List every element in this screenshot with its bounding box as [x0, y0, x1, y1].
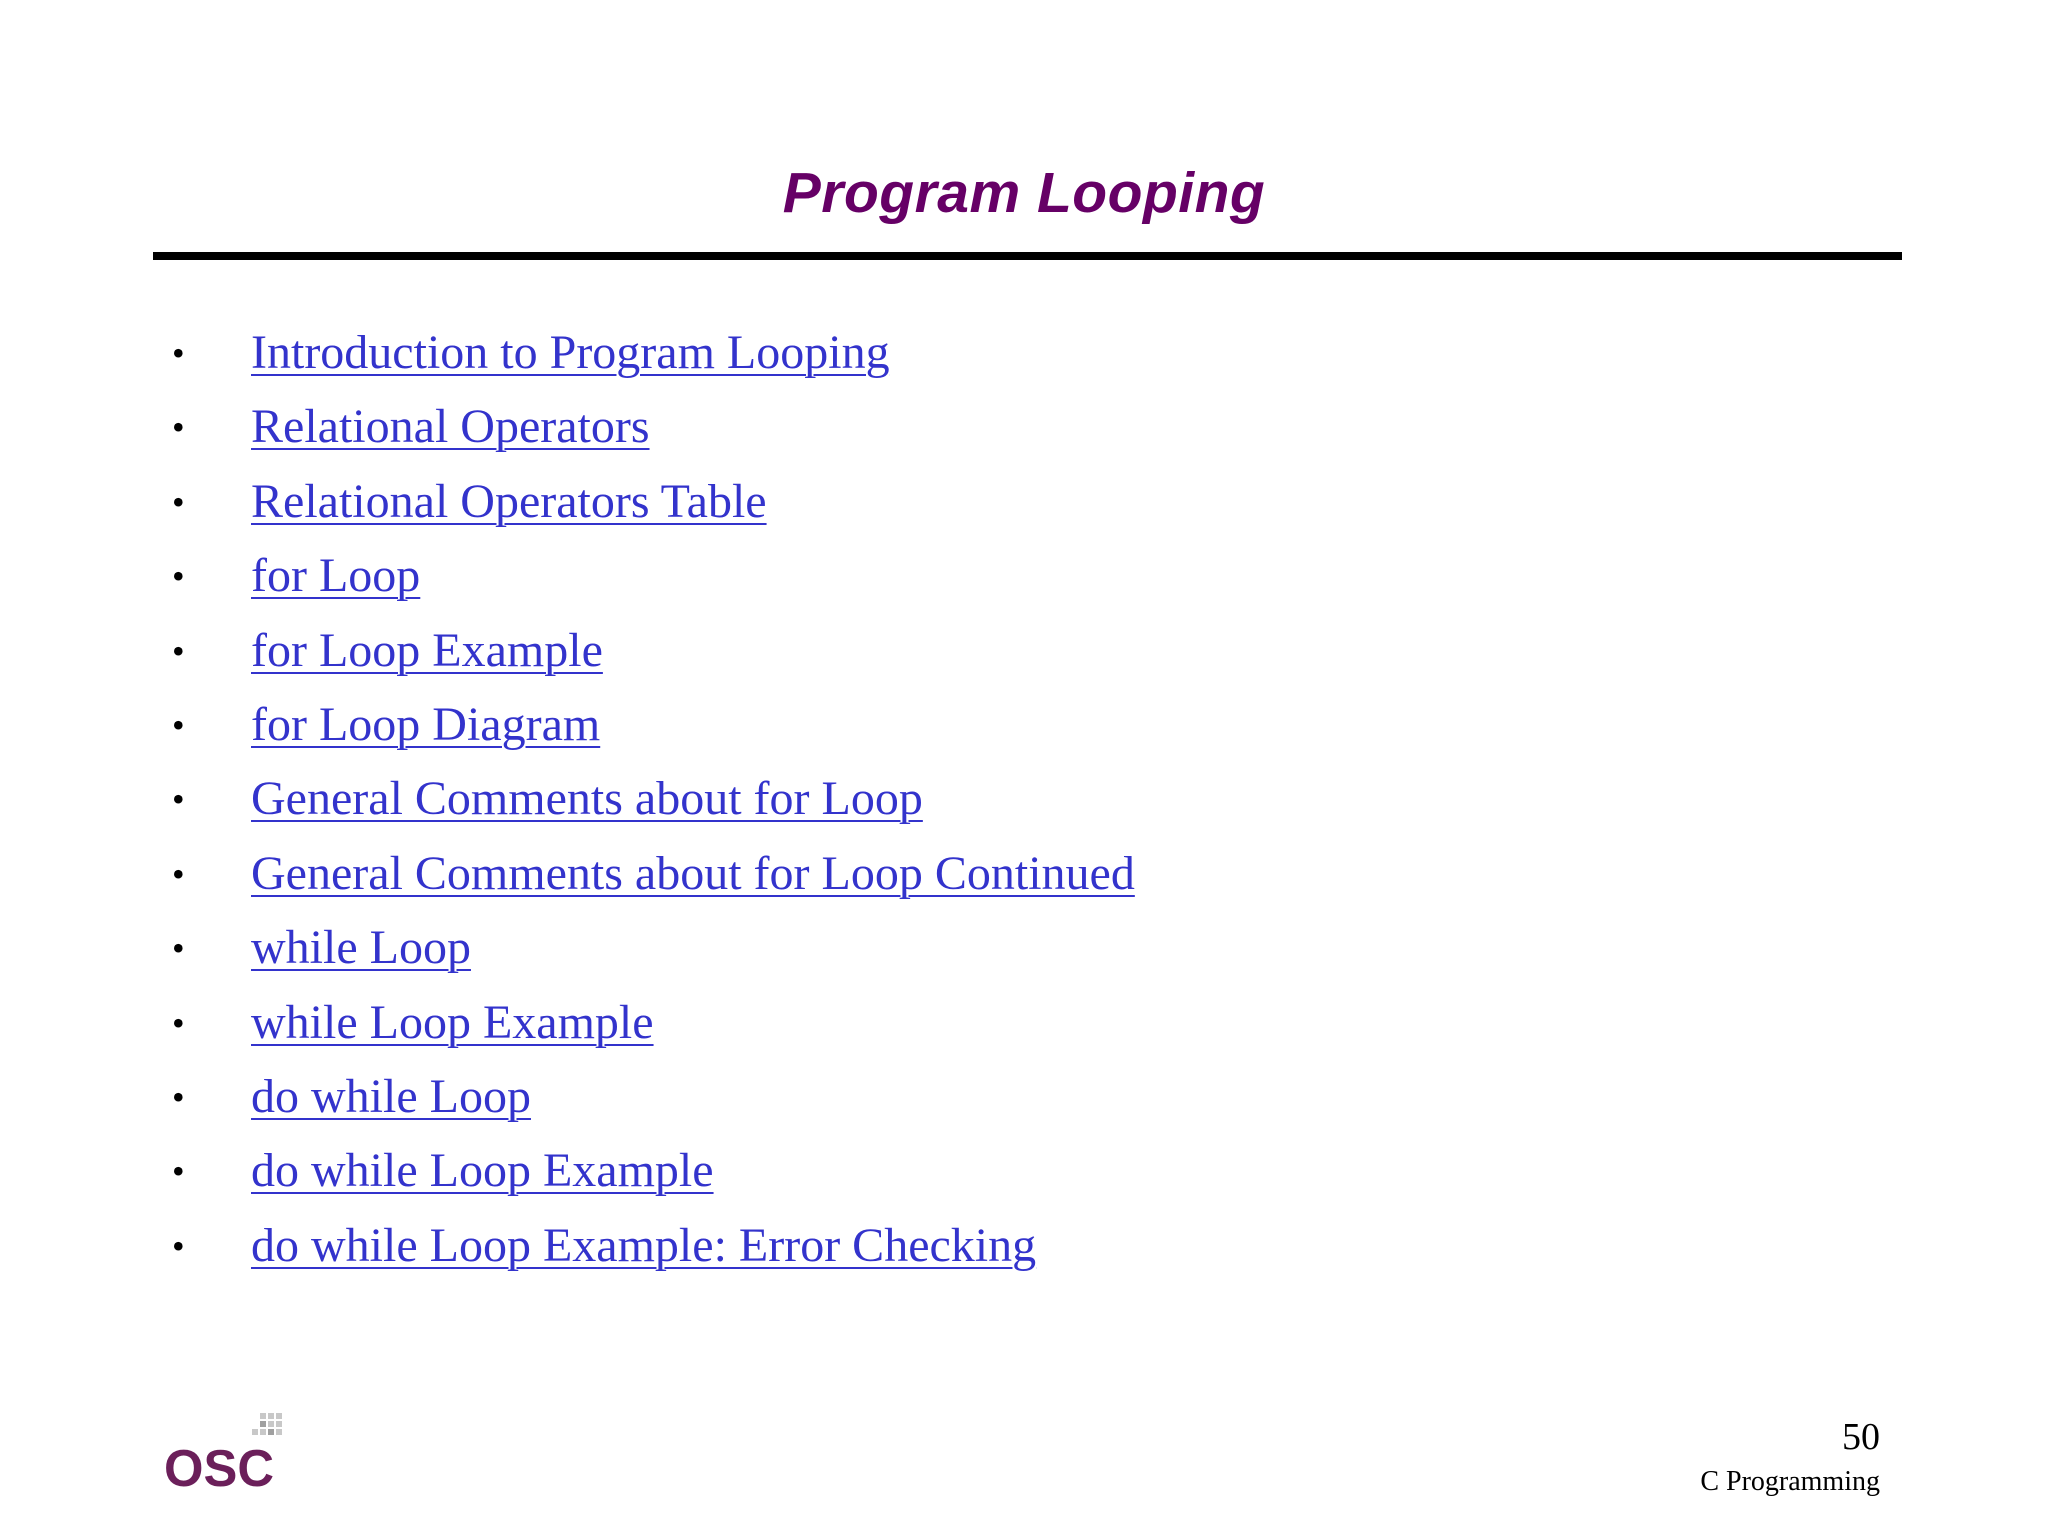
topic-link-general-comments-for-loop-continued[interactable]: General Comments about for Loop Continued	[251, 846, 1135, 900]
topic-link-for-loop[interactable]: for Loop	[251, 549, 421, 603]
bullet-icon: •	[172, 407, 185, 448]
bullet-icon: •	[172, 704, 185, 745]
slide-title: Program Looping	[782, 161, 1266, 225]
bullet-icon: •	[172, 1076, 185, 1117]
bullet-icon: •	[172, 556, 185, 597]
topic-link-for-loop-diagram[interactable]: for Loop Diagram	[251, 697, 601, 751]
footer-label: C Programming	[1700, 1466, 1880, 1497]
topic-link-relational-operators[interactable]: Relational Operators	[251, 400, 650, 454]
bullet-icon: •	[172, 333, 185, 373]
bullet-icon: •	[172, 1225, 185, 1266]
bullet-icon: •	[172, 853, 185, 894]
topic-link-while-loop[interactable]: while Loop	[251, 921, 471, 975]
topic-link-while-loop-example[interactable]: while Loop Example	[251, 995, 654, 1049]
topic-link-general-comments-for-loop[interactable]: General Comments about for Loop	[251, 772, 923, 826]
topic-link-do-while-error-checking[interactable]: do while Loop Example: Error Checking	[251, 1218, 1037, 1272]
bullet-icon: •	[172, 481, 185, 522]
bullet-icon: •	[172, 630, 185, 671]
page-number: 50	[1842, 1416, 1880, 1458]
title-divider	[153, 252, 1902, 260]
bullet-icon: •	[172, 779, 185, 820]
topic-link-relational-operators-table[interactable]: Relational Operators Table	[251, 474, 767, 528]
topic-link-intro[interactable]: Introduction to Program Looping	[251, 326, 890, 379]
osc-logo-icon	[162, 1410, 292, 1490]
topic-link-for-loop-example[interactable]: for Loop Example	[251, 623, 603, 677]
topic-link-do-while-loop[interactable]: do while Loop	[251, 1069, 531, 1123]
bullet-icon: •	[172, 928, 185, 969]
bullet-icon: •	[172, 1002, 185, 1043]
topic-link-do-while-loop-example[interactable]: do while Loop Example	[251, 1144, 714, 1198]
logo-text: OSC	[164, 1440, 274, 1490]
bullet-icon: •	[172, 1151, 185, 1192]
